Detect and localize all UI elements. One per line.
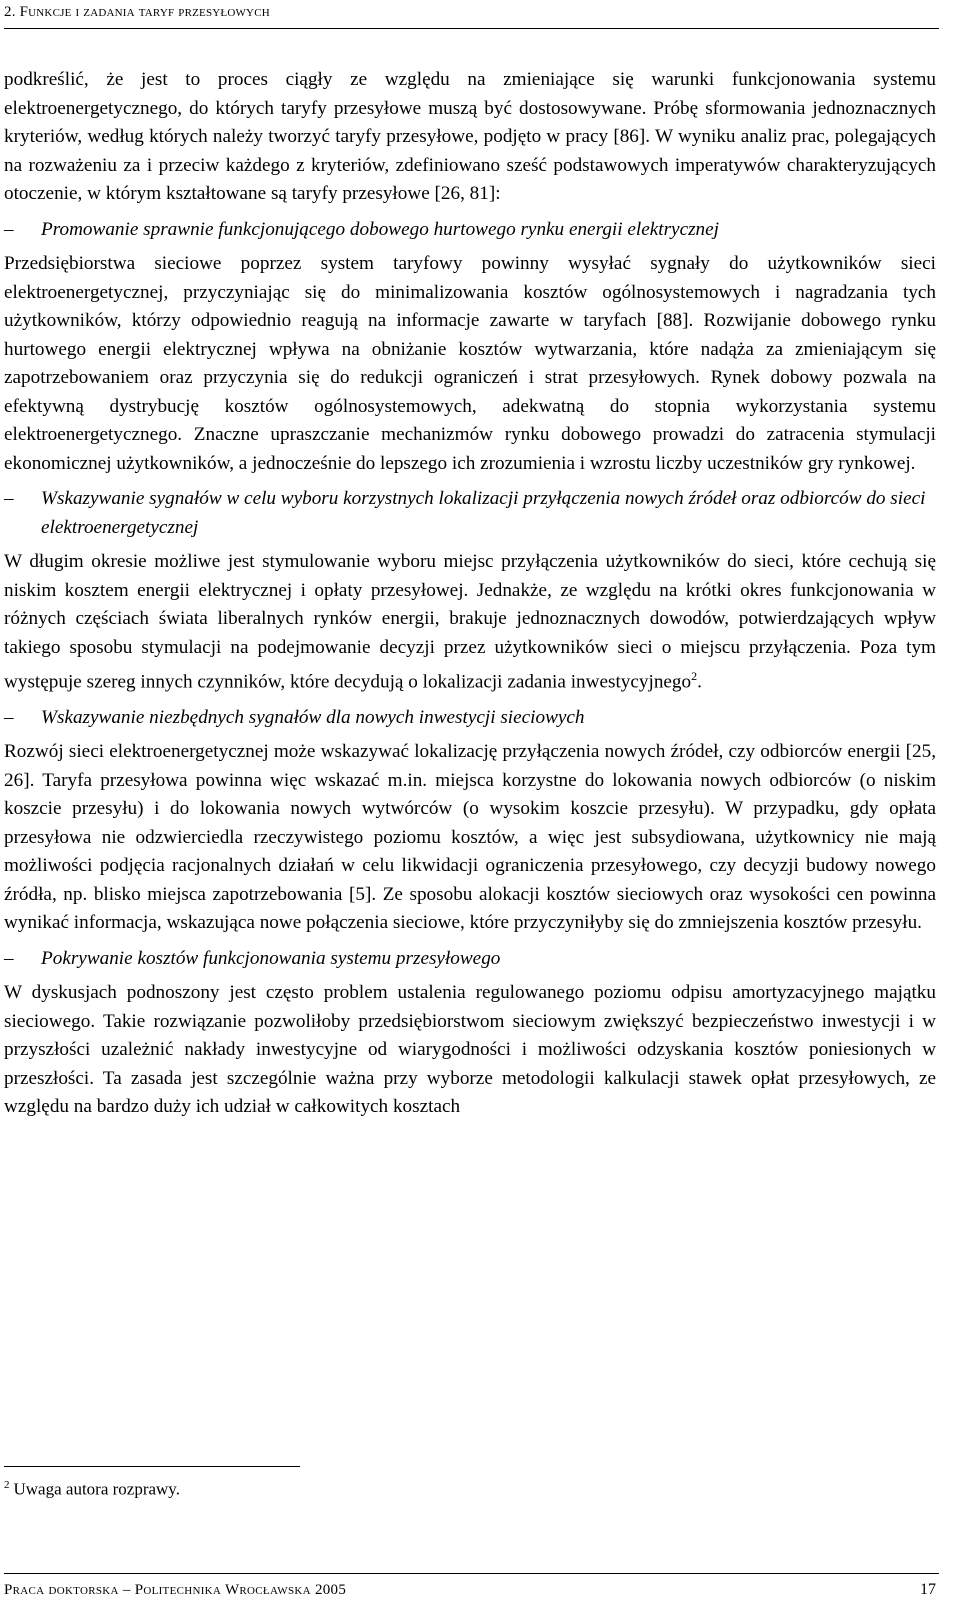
paragraph-investment: Rozwój sieci elektroenergetycznej może wskazywać lokalizację przyłączenia nowych źródeł, czy odbiorców energii [25, 26]. Taryfa przesyłowa powinna więc wskazać m.in. miejsca korzystne do lokowania nowych odbiorców (o niskim koszcie przesyłu) i do lokowania nowych wytwórców (o wysokim koszcie przesyłu). W przypadku, gdy opłata przesyłowa nie odzwierciedla rzeczywistego poziomu kosztów, a więc jest subsydiowana, użytkownicy nie mają możliwości podjęcia racjonalnych działań w celu likwidacji ograniczenia przesyłowego, czy decyzji budowy nowego źródła, np. blisko miejsca zapotrzebowania [5]. Ze sposobu alokacji kosztów sieciowych oraz wysokości cen powinna wynikać informacja, wskazująca nowe połączenia sieciowe, które przyczyniłyby się do zmniejszenia kosztów przesyłu. <box>4 741 936 934</box>
section-heading-text: Pokrywanie kosztów funkcjonowania systemu przesyłowego <box>41 947 501 969</box>
footer-rule <box>4 1573 939 1574</box>
bullet-dash: – <box>4 947 14 969</box>
section-heading-4 <box>4 945 936 974</box>
bullet-dash: – <box>4 218 14 240</box>
footnote-number: 2 <box>4 1479 10 1491</box>
paragraph-end: . <box>697 671 702 693</box>
section-heading-2 <box>4 485 936 542</box>
footnote-reference: 2 <box>691 669 698 683</box>
footnote-text: Uwaga autora rozprawy. <box>13 1479 180 1499</box>
section-heading-1 <box>4 216 936 245</box>
running-footer: Praca doktorska – Politechnika Wrocławska 2005 <box>4 1582 347 1598</box>
footnote <box>4 1474 704 1501</box>
paragraph-location <box>4 548 936 697</box>
paragraph-location-text: W długim okresie możliwe jest stymulowanie wyboru miejsc przyłączenia użytkowników do sieci, które cechują się niskim kosztem energii elektrycznej i opłaty przesyłowej. Jednakże, ze względu na krótki okres funkcjonowania w różnych częściach świata liberalnych rynków energii, brakuje jednoznacznych dowodów, potwierdzających wpływ takiego sposobu stymulacji na podejmowanie decyzji przez użytkowników sieci o miejscu przyłączenia. Poza tym występuje szereg innych czynników, które decydują o lokalizacji zadania inwestycyjnego <box>4 551 936 693</box>
body-text <box>4 66 936 1129</box>
paragraph-market: Przedsiębiorstwa sieciowe poprzez system taryfowy powinny wysyłać sygnały do użytkowników sieci elektroenergetycznej, przyczyniając się do minimalizowania kosztów ogólnosystemowych i nagradzania tych użytkowników, którzy odpowiednio reagują na informacje zawarte w taryfach [88]. Rozwijanie dobowego rynku hurtowego energii elektrycznej wpływa na obniżanie kosztów wytwarzania, które nadąża za zmieniającym się zapotrzebowaniem oraz przyczynia się do redukcji ograniczeń i strat przesyłowych. Rynek dobowy pozwala na efektywną dystrybucję kosztów ogólnosystemowych, adekwatną do stopnia wykorzystania systemu elektroenergetycznego. Znaczne upraszczanie mechanizmów rynku dobowego prowadzi do zatracenia stymulacji ekonomicznej użytkowników, a jednocześnie do lepszego ich zrozumienia i wzrostu liczby uczestników gry rynkowej. <box>4 253 936 474</box>
bullet-dash: – <box>4 706 14 728</box>
header-rule <box>4 28 939 29</box>
section-heading-text: Wskazywanie sygnałów w celu wyboru korzystnych lokalizacji przyłączenia nowych źródeł oraz odbiorców do sieci elektroenergetycznej <box>41 488 926 538</box>
page-number: 17 <box>920 1581 936 1598</box>
paragraph-costs: W dyskusjach podnoszony jest często problem ustalenia regulowanego poziomu odpisu amortyzacyjnego majątku sieciowego. Takie rozwiązanie pozwoliłoby przedsiębiorstwom sieciowym zwiększyć bezpieczeństwo inwestycji i w przyszłości uzależnić nakłady inwestycyjne od wiarygodności i możliwości odzyskania kosztów poniesionych w przeszłości. Ta zasada jest szczególnie ważna przy wyborze metodologii kalkulacji stawek opłat przesyłowych, ze względu na bardzo duży ich udział w całkowitych kosztach <box>4 982 936 1118</box>
running-header: 2. Funkcje i zadania taryf przesyłowych <box>4 4 270 20</box>
section-heading-3 <box>4 704 936 733</box>
section-heading-text: Promowanie sprawnie funkcjonującego dobowego hurtowego rynku energii elektrycznej <box>41 218 719 240</box>
section-heading-text: Wskazywanie niezbędnych sygnałów dla nowych inwestycji sieciowych <box>41 706 585 728</box>
footnote-rule <box>4 1466 300 1467</box>
bullet-dash: – <box>4 488 14 509</box>
paragraph-intro: podkreślić, że jest to proces ciągły ze względu na zmieniające się warunki funkcjonowania systemu elektroenergetycznego, do których taryfy przesyłowe muszą być dostosowywane. Próbę sformowania jednoznacznych kryteriów, według których należy tworzyć taryfy przesyłowe, podjęto w pracy [86]. W wyniku analiz prac, polegających na rozważeniu za i przeciw każdego z kryteriów, zdefiniowano sześć podstawowych imperatywów charakteryzujących otoczenie, w którym kształtowane są taryfy przesyłowe [26, 81]: <box>4 69 936 204</box>
